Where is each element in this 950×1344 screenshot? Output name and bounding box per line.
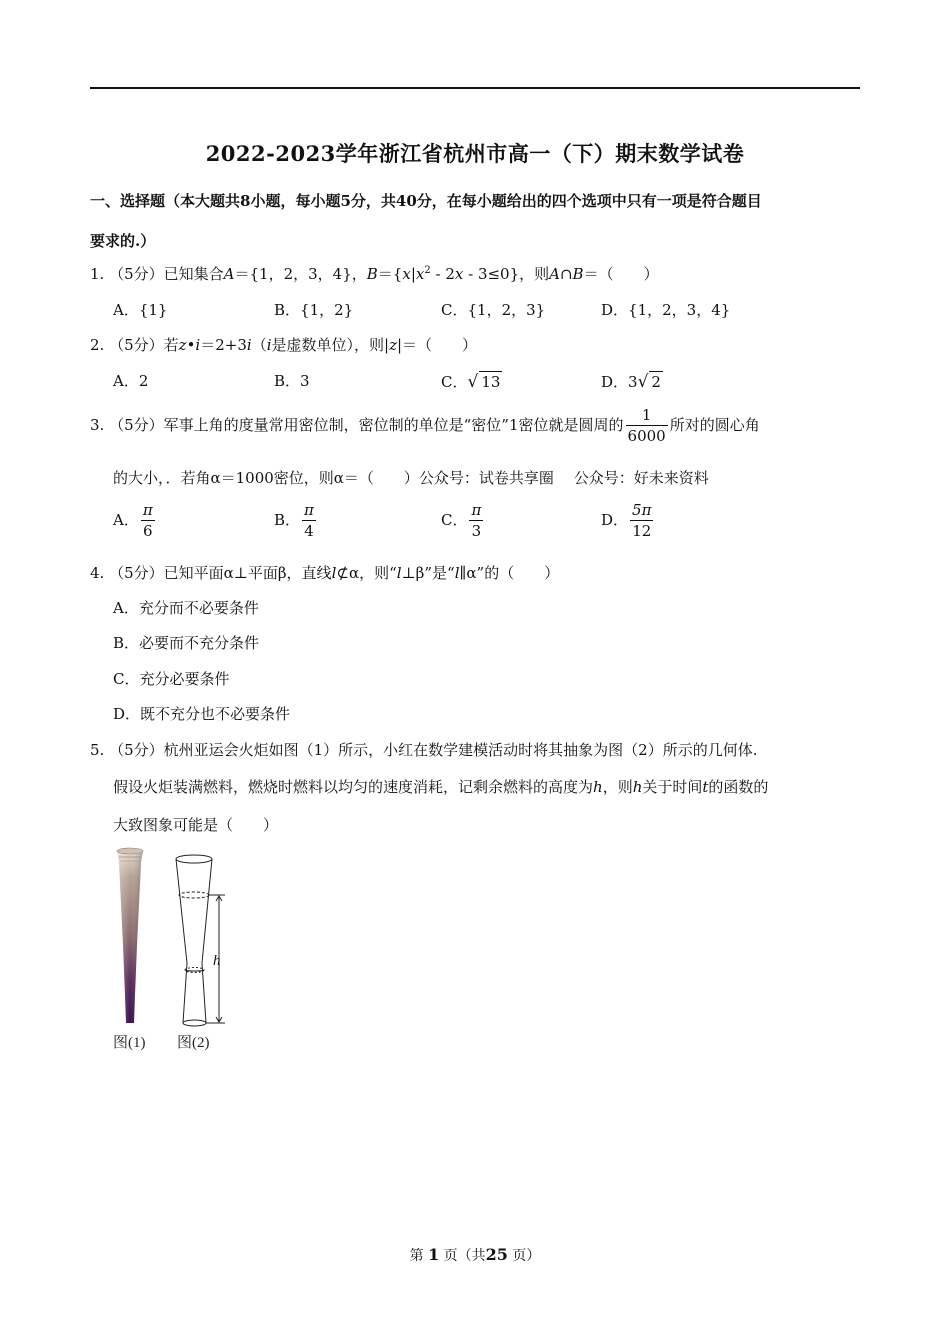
q1-option-a: A．{1} — [113, 301, 168, 319]
q2-option-a: A．2 — [113, 372, 149, 390]
q5-line2 — [113, 777, 768, 797]
fraction-denominator: 3 — [471, 522, 482, 540]
q3-fraction-numerator: 1 — [626, 408, 668, 426]
q2-text: |＝（ ） — [397, 336, 478, 354]
q5-var: h — [593, 778, 603, 796]
q3-line2: 的大小，．若角α＝1000密位，则α＝（ ）公众号：试卷共享圈 公众号：好未来资料 — [113, 469, 709, 487]
page-total: 25 — [485, 1245, 508, 1264]
header-rule — [90, 87, 860, 89]
solid-diagram — [176, 855, 225, 1026]
fraction-numerator: π — [142, 501, 153, 519]
q2-option-c — [441, 371, 502, 392]
q2-text: 是虚数单位），则| — [271, 336, 390, 354]
page-title: 2022-2023学年浙江省杭州市高一（下）期末数学试卷 — [205, 141, 745, 166]
q2-var: z — [178, 336, 187, 354]
q1-var: B — [366, 265, 378, 283]
q3-fraction-denominator: 6000 — [627, 427, 666, 445]
q5-text: 的函数的 — [708, 778, 769, 796]
figure-1-caption: 图(1) — [113, 1035, 146, 1051]
q3-option-label: B． — [274, 511, 301, 529]
h-label: h — [213, 953, 221, 969]
q2-var: i — [266, 336, 272, 354]
q2-option-b: B．3 — [274, 372, 310, 390]
q2-text: 若 — [163, 336, 179, 354]
q2-number: 2. — [90, 336, 105, 354]
q5-var: h — [632, 778, 643, 796]
q1-var: x — [402, 265, 411, 283]
section-heading-line1: 一、选择题（本大题共8小题，每小题5分，共40分，在每小题给出的四个选项中只有一项是符合题目 — [90, 192, 762, 210]
q2-option-d-label: D．3 — [601, 373, 638, 391]
q3-fraction — [626, 408, 668, 444]
q3-option-fraction — [302, 503, 316, 539]
q3-number: 3. — [90, 416, 105, 434]
q4-option-c: C．充分必要条件 — [113, 670, 230, 688]
q4-text: ⊄α，则“ — [336, 564, 397, 582]
q2-text: ＝2+3 — [200, 336, 247, 354]
q3-score: （5分） — [109, 416, 164, 434]
q1-text: - 3≤0}，则 — [463, 265, 550, 283]
q4-option-d: D．既不充分也不必要条件 — [113, 705, 291, 723]
fraction-numerator: π — [471, 501, 482, 519]
q2-option-c-label: C． — [441, 373, 468, 391]
question-5 — [90, 740, 758, 760]
q2-score: （5分） — [109, 336, 164, 354]
q1-text: ＝{1，2，3，4}， — [234, 265, 367, 283]
q1-option-d: D．{1，2，3，4} — [601, 301, 731, 319]
q1-option-c: C．{1，2，3} — [441, 301, 546, 319]
q3-text: 所对的圆心角 — [669, 416, 760, 434]
q2-text: （ — [251, 336, 267, 354]
q4-option-b: B．必要而不充分条件 — [113, 634, 260, 652]
q3-option-label: A． — [113, 511, 139, 529]
q5-text: 假设火炬装满燃料，燃烧时燃料以均匀的速度消耗，记剩余燃料的高度为 — [113, 778, 594, 796]
q4-option-a: A．充分而不必要条件 — [113, 599, 259, 617]
q3-option-label: C． — [441, 511, 468, 529]
q5-figure — [105, 845, 235, 1055]
q5-text: 关于时间 — [642, 778, 703, 796]
q3-option-b — [274, 503, 318, 539]
torch-photo — [117, 848, 143, 1023]
q1-var: A∩B — [549, 265, 584, 283]
q3-option-c — [441, 503, 485, 539]
q2-option-c-radicand: 13 — [481, 373, 501, 391]
q1-number: 1. — [90, 265, 105, 283]
fraction-numerator: 5π — [632, 501, 652, 519]
fraction-numerator: π — [304, 501, 314, 519]
q1-text: - 2 — [430, 265, 455, 283]
question-2 — [90, 335, 477, 355]
q2-var: i — [246, 336, 252, 354]
q2-option-d-radicand: 2 — [651, 373, 661, 391]
q3-option-d — [601, 503, 655, 539]
q1-option-b: B．{1，2} — [274, 301, 354, 319]
footer-text: 页） — [512, 1248, 541, 1264]
page-footer — [0, 1245, 950, 1265]
q5-line3: 大致图象可能是（ ） — [113, 816, 279, 834]
q2-var: i — [195, 336, 201, 354]
q1-text: ＝{ — [377, 265, 403, 283]
q4-var: l — [396, 564, 402, 582]
fraction-denominator: 4 — [304, 522, 314, 540]
question-1 — [90, 264, 659, 284]
q3-text: 军事上角的度量常用密位制，密位制的单位是“密位”1密位就是圆周的 — [163, 416, 624, 434]
figure-2-caption: 图(2) — [177, 1035, 210, 1051]
q3-option-a — [113, 503, 157, 539]
q4-var: l — [331, 564, 337, 582]
footer-text: 页（共 — [443, 1248, 486, 1264]
q5-number: 5. — [90, 741, 105, 759]
q4-text: ∥α”的（ ） — [459, 564, 560, 582]
q1-var: x — [454, 265, 464, 283]
question-3 — [90, 408, 760, 444]
q5-var: t — [702, 778, 709, 796]
q2-var: z — [389, 336, 397, 354]
q4-score: （5分） — [109, 564, 164, 582]
q1-exponent: 2 — [424, 265, 431, 276]
q5-score: （5分） — [109, 741, 164, 759]
q1-text: | — [410, 265, 416, 283]
q1-text: ＝（ ） — [583, 265, 659, 283]
fraction-denominator: 6 — [143, 522, 153, 540]
sqrt-icon: √ — [467, 372, 479, 392]
q3-option-fraction — [141, 503, 155, 539]
sqrt-icon: √ — [637, 372, 649, 392]
section-heading-line2: 要求的.） — [90, 232, 156, 250]
q1-score: （5分） — [109, 265, 164, 283]
q4-text: ⊥β”是“ — [401, 564, 455, 582]
q2-option-d — [601, 371, 663, 392]
footer-text: 第 — [409, 1248, 424, 1264]
q5-text: ，则 — [602, 778, 633, 796]
q4-text: 已知平面α⊥平面β，直线 — [163, 564, 332, 582]
q3-option-label: D． — [601, 511, 629, 529]
fraction-denominator: 12 — [632, 522, 652, 540]
q3-option-fraction — [630, 503, 653, 539]
q1-text: 已知集合 — [163, 265, 224, 283]
q4-number: 4. — [90, 564, 105, 582]
q5-text: 杭州亚运会火炬如图（1）所示，小红在数学建模活动时将其抽象为图（2）所示的几何体. — [163, 741, 758, 759]
q1-var: x — [415, 265, 425, 283]
question-4 — [90, 563, 559, 583]
q3-option-fraction — [469, 503, 483, 539]
page-number: 1 — [428, 1245, 440, 1264]
q2-text: • — [186, 336, 196, 354]
q1-var: A — [223, 265, 235, 283]
q4-var: l — [454, 564, 460, 582]
